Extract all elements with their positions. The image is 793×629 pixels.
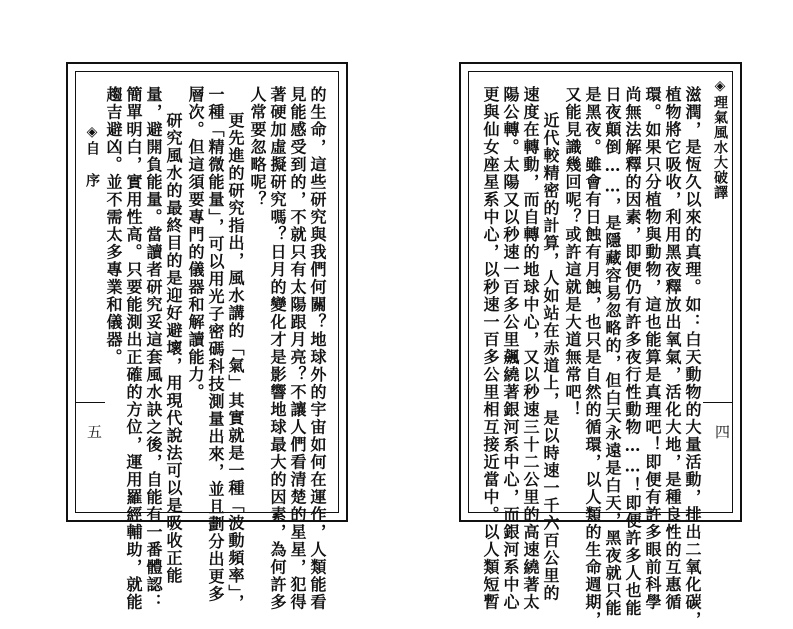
left-text-column: 見能感受到的，不就只有太陽跟月亮？不讓人們看清楚的星星，犯得 <box>288 86 307 611</box>
left-text-column: 更先進的研究指出，風水講的「氣」其實就是一種「波動頻率」， <box>226 112 245 612</box>
left-text-column: 簡單明白，實用性高。只要能測出正確的方位，運用羅經輔助，就能 <box>124 86 143 611</box>
right-text-column: 近代較精密的計算，人如站在赤道上，是以時速一千六百公里的 <box>541 112 560 602</box>
left-running-head: ◈自 序 <box>84 124 100 188</box>
left-page-footer-rule <box>75 402 105 403</box>
right-page-number: 四 <box>713 424 731 439</box>
left-text-column: 的生命，這些研究與我們何關？地球外的宇宙如何在運作，人類能看 <box>308 86 327 611</box>
right-page-body <box>475 86 702 629</box>
right-page-footer-rule <box>703 402 733 403</box>
right-text-column: 日夜顛倒……，是隱藏容易忽略的，但白天永遠是白天，黑夜就只能 <box>603 86 622 617</box>
right-text-column: 是黑夜。雖會有日蝕有月蝕，也只是自然的循環，以人類的生命週期， <box>583 86 602 629</box>
left-text-column: 著硬加虛擬研究嗎？日月的變化才是影響地球最大的因素，為何許多 <box>268 86 287 611</box>
right-page-frame <box>459 62 742 629</box>
left-text-column: 研究風水的最終目的是迎好避壞，用現代說法可以是吸收正能 <box>164 112 183 585</box>
left-page-number: 五 <box>85 424 103 439</box>
right-text-column: 尚無法解釋的因素，即便仍有許多夜行性動物……！即便許多人也能 <box>623 86 642 617</box>
left-text-column: 量，避開負能量。當讀者研究妥這套風水訣之後，自能有一番體認： <box>144 86 163 611</box>
left-text-column: 層次。但這須要專門的儀器和解讀能力。 <box>186 86 205 401</box>
right-text-column: 陽公轉。太陽又以秒速一百多公里飆繞著銀河系中心，而銀河系中心 <box>501 86 520 611</box>
right-text-column: 滋潤，是恆久以來的真理。如：白天動物的大量活動，排出二氧化碳， <box>683 86 702 629</box>
left-text-column: 趨吉避凶。並不需太多專業和儀器。 <box>104 86 123 366</box>
right-text-column: 速度在轉動，而自轉的地球中心，又以秒速三十二公里的高速繞著太 <box>521 86 540 611</box>
right-text-column: 更與仙女座星系中心，以秒速一百多公里相互接近當中。以人類短暫 <box>481 86 500 611</box>
left-text-column: 一種「精微能量」，可以用光子密碼科技測量出來，並且劃分出更多 <box>206 86 225 603</box>
left-page-frame <box>66 62 348 612</box>
left-text-column: 人常要忽略呢？ <box>248 86 267 209</box>
right-running-head: ◈理氣風水大破譯 <box>712 78 728 200</box>
right-text-column: 植物將它吸收，利用黑夜釋放出氧氣，活化大地，是種良性的互惠循 <box>663 86 682 611</box>
right-text-column: 環。如果只分植物與動物，這也能算是真理吧！即便有許多眼前科學 <box>643 86 662 611</box>
left-page-body <box>104 86 334 612</box>
right-text-column: 又能見識幾回呢？或許這就是大道無常吧！ <box>563 86 582 419</box>
